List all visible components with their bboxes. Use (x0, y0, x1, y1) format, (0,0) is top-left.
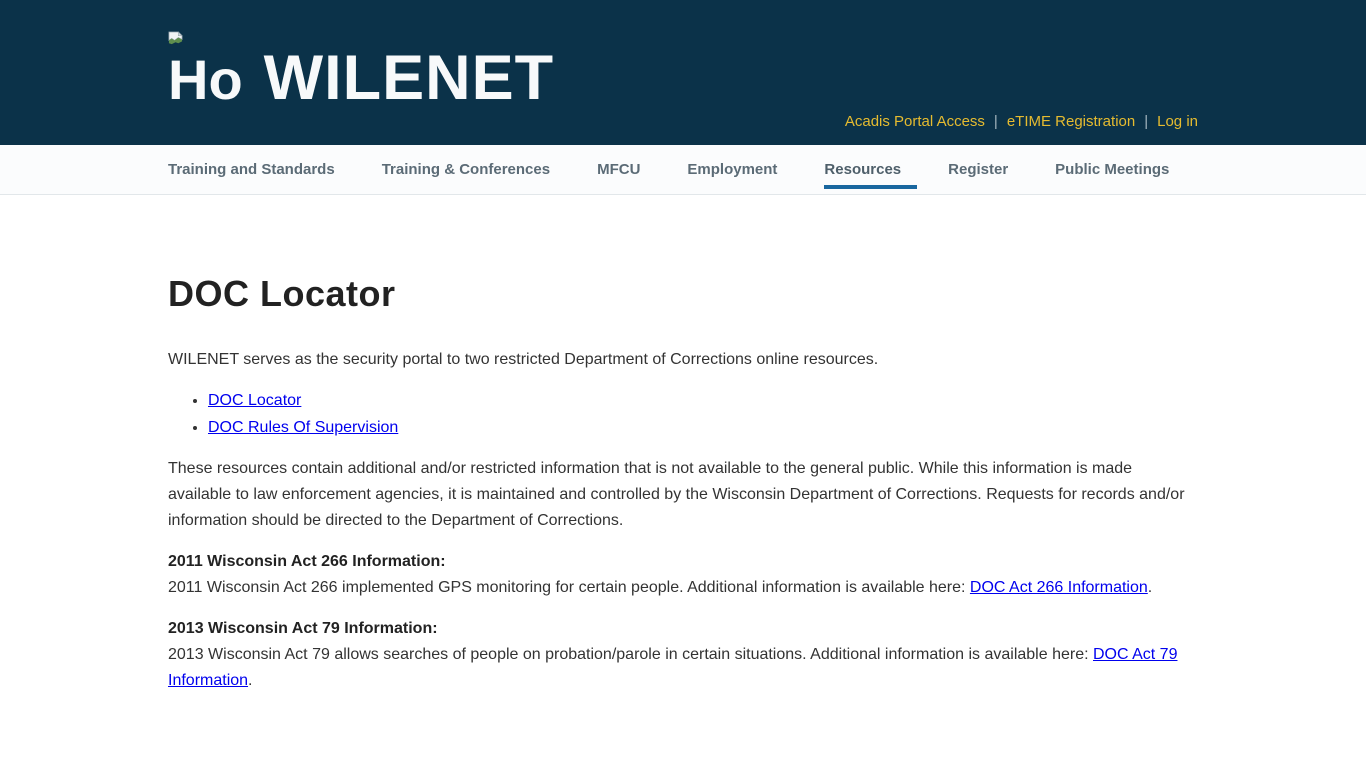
site-header (0, 0, 1366, 145)
header-utility-links (845, 113, 1198, 130)
broken-image-icon (168, 31, 183, 46)
nav-training-and-standards[interactable]: Training and Standards (168, 161, 335, 178)
list-item (208, 388, 1198, 414)
resource-links-list (168, 388, 1198, 440)
intro-paragraph: WILENET serves as the security portal to two restricted Department of Corrections online resources. (168, 350, 879, 368)
main-content (168, 265, 1198, 693)
separator: | (1144, 113, 1149, 130)
list-item (208, 415, 1198, 441)
section-text-after-act-79: . (248, 671, 253, 689)
link-doc-locator[interactable]: DOC Locator (208, 392, 302, 410)
link-doc-act-79-information[interactable]: DOC Act 79 Information (168, 645, 1178, 689)
section-act-266 (168, 549, 1198, 600)
nav-register[interactable]: Register (948, 161, 1009, 178)
body-paragraph: These resources contain additional and/or restricted information that is not available to the general public. While this information is made available to law enforcement agencies, it is maintained and controlled by the Wisconsin Department of Corrections. Requests for records and/or information should be directed to the Department of Corrections. (168, 460, 1185, 529)
section-text-act-79: 2013 Wisconsin Act 79 allows searches of people on probation/parole in certain situations. Additional information is available here: (168, 645, 1093, 663)
section-heading-act-266: 2011 Wisconsin Act 266 Information: (168, 553, 446, 571)
link-acadis-portal-access[interactable]: Acadis Portal Access (844, 113, 985, 130)
logo-image-box (168, 31, 243, 111)
nav-mfcu[interactable]: MFCU (597, 161, 641, 178)
page-title: DOC Locator (168, 273, 396, 314)
nav-training-and-conferences[interactable]: Training & Conferences (381, 161, 551, 178)
main-nav (0, 145, 1366, 195)
nav-employment[interactable]: Employment (687, 161, 778, 178)
nav-public-meetings[interactable]: Public Meetings (1055, 161, 1170, 178)
nav-resources[interactable]: Resources (824, 145, 901, 194)
section-text-after-act-266: . (1147, 578, 1153, 596)
section-act-79 (168, 616, 1198, 693)
section-heading-act-79: 2013 Wisconsin Act 79 Information: (168, 620, 438, 638)
link-doc-act-266-information[interactable]: DOC Act 266 Information (969, 578, 1148, 596)
section-text-act-266: 2011 Wisconsin Act 266 implemented GPS monitoring for certain people. Additional information is available here: (168, 578, 970, 596)
link-log-in[interactable]: Log in (1157, 113, 1198, 130)
link-etime-registration[interactable]: eTIME Registration (1006, 113, 1136, 130)
site-name: WILENET (263, 42, 555, 113)
link-doc-rules-of-supervision[interactable]: DOC Rules Of Supervision (208, 418, 399, 436)
separator: | (993, 113, 998, 130)
logo-alt-text: Ho (168, 48, 243, 111)
site-logo[interactable] (168, 31, 555, 113)
